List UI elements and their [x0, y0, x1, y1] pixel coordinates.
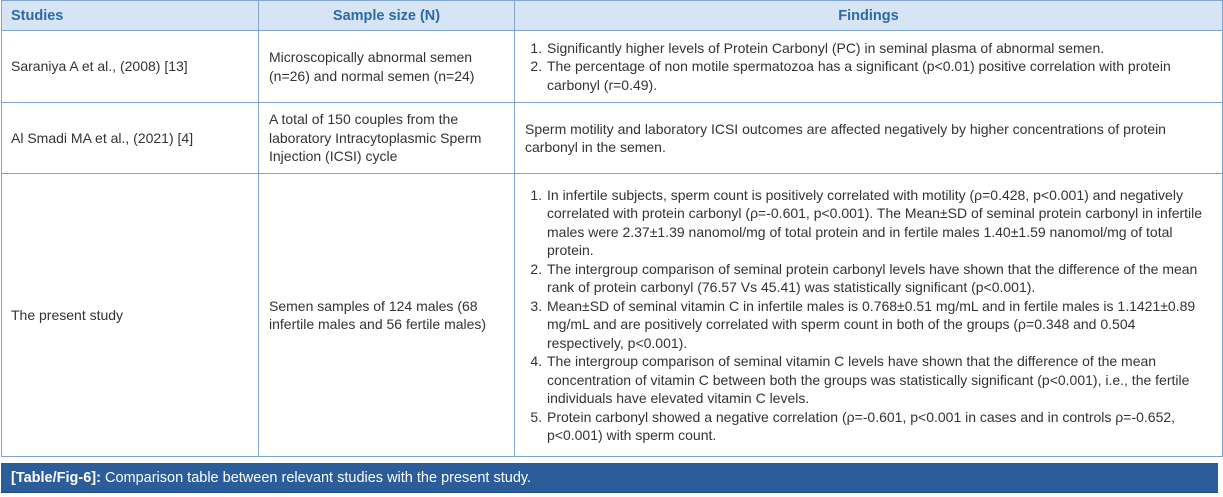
finding-item: 1. In infertile subjects, sperm count is positively correlated with motility (ρ=0.428, p<0.001) and negatively correlated with protein carbonyl (ρ=-0.601, p<0.001). The Mean±SD of seminal protein carbonyl in infertile males were 2.37±1.39 nanomol/mg of total protein and in fertile males 1.40±1.59 nanomol/mg of total protein.: [546, 186, 1214, 260]
finding-item: 3. Mean±SD of seminal vitamin C in infertile males is 0.768±0.51 mg/mL and in fertile males is 1.1421±0.89 mg/mL and are positively correlated with sperm count in both of the groups (ρ=0.348 and 0.504 respectively, p<0.001).: [546, 297, 1214, 353]
table-row: [2, 174, 1223, 457]
table-caption: [1, 463, 1218, 493]
header-studies: Studies: [2, 1, 259, 31]
study-cell: Al Smadi MA et al., (2021) [4]: [2, 103, 259, 174]
table-row: [2, 103, 1223, 174]
findings-cell: Sperm motility and laboratory ICSI outcomes are affected negatively by higher concentrations of protein carbonyl in the semen.: [515, 103, 1223, 174]
comparison-table: [1, 0, 1223, 457]
findings-cell: [515, 31, 1223, 103]
sample-size-cell: A total of 150 couples from the laboratory Intracytoplasmic Sperm Injection (ICSI) cycle: [259, 103, 515, 174]
finding-item: 4. The intergroup comparison of seminal vitamin C levels have shown that the difference of the mean concentration of vitamin C between both the groups was statistically significant (p<0.001), i.e., the fertile individuals have elevated vitamin C levels.: [546, 352, 1214, 408]
finding-item: 2. The percentage of non motile spermatozoa has a significant (p<0.01) positive correlation with protein carbonyl (r=0.49).: [546, 57, 1214, 94]
study-cell: The present study: [2, 174, 259, 457]
study-cell: Saraniya A et al., (2008) [13]: [2, 31, 259, 103]
finding-item: 1. Significantly higher levels of Protein Carbonyl (PC) in seminal plasma of abnormal semen.: [546, 39, 1214, 58]
table-row: [2, 31, 1223, 103]
sample-size-cell: Microscopically abnormal semen (n=26) and normal semen (n=24): [259, 31, 515, 103]
findings-cell: [515, 174, 1223, 457]
header-findings: Findings: [515, 1, 1223, 31]
table-header-row: [2, 1, 1223, 31]
caption-text: Comparison table between relevant studies with the present study.: [100, 470, 532, 486]
finding-item: 5. Protein carbonyl showed a negative correlation (ρ=-0.601, p<0.001 in cases and in controls ρ=-0.652, p<0.001) with sperm count.: [546, 408, 1214, 445]
finding-item: 2. The intergroup comparison of seminal protein carbonyl levels have shown that the difference of the mean rank of protein carbonyl (76.57 Vs 45.41) was statistically significant (p<0.001).: [546, 260, 1214, 297]
caption-tag: [Table/Fig-6]:: [11, 470, 101, 486]
header-sample-size: Sample size (N): [259, 1, 515, 31]
sample-size-cell: Semen samples of 124 males (68 infertile males and 56 fertile males): [259, 174, 515, 457]
findings-list: [525, 39, 1214, 95]
findings-list: [525, 186, 1214, 445]
